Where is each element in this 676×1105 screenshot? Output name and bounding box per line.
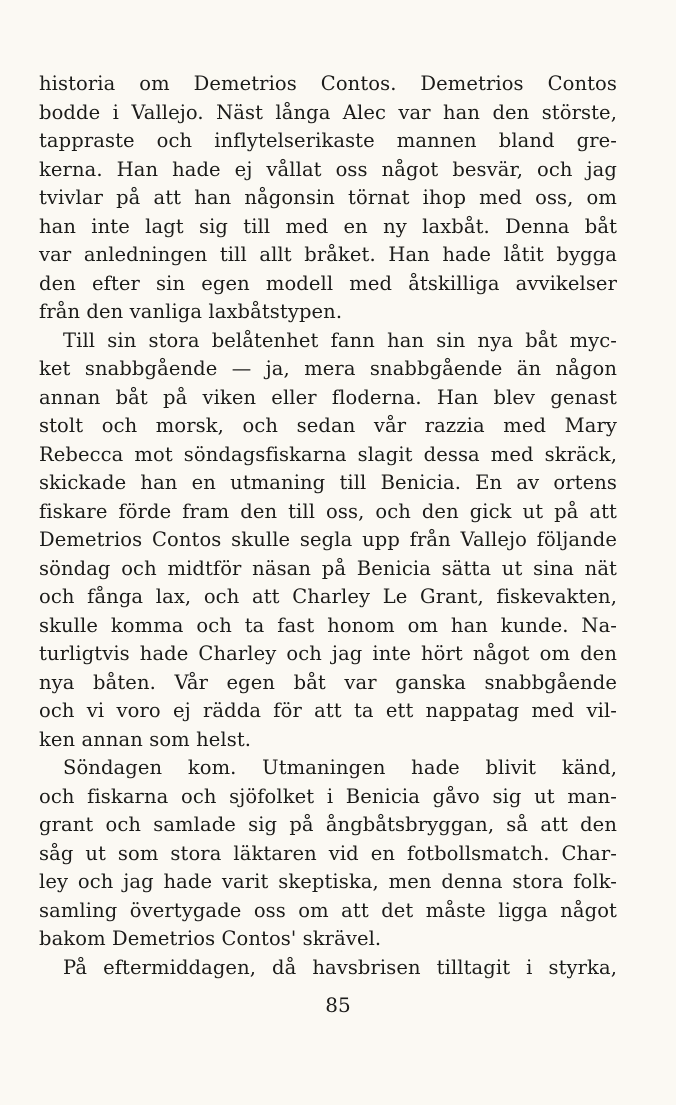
text-line: fiskare förde fram den till oss, och den gick ut på att [39,499,617,523]
text-line: Söndagen kom. Utmaningen hade blivit känd, [63,756,617,779]
text-line: tvivlar på att han någonsin törnat ihop med oss, om [39,186,617,209]
text-line: bodde i Vallejo. Näst långa Alec var han den störste, [39,100,617,124]
text-line: Till sin stora belåtenhet fann han sin nya båt myc- [63,328,617,352]
text-line: Demetrios Contos skulle segla upp från Vallejo följande [39,528,617,551]
text-line: från den vanliga laxbåtstypen. [39,300,343,323]
text-line: och fånga lax, och att Charley Le Grant, fiskevakten, [39,585,617,608]
text-line: den efter sin egen modell med åtskilliga avvikelser [39,271,617,295]
text-line: söndag och midtför näsan på Benicia sätta ut sina nät [39,556,617,580]
text-line: skickade han en utmaning till Benicia. En av ortens [39,471,617,494]
text-line: nya båten. Vår egen båt var ganska snabbgående [39,670,617,694]
text-line: såg ut som stora läktaren vid en fotbollsmatch. Char- [39,841,617,865]
page-body [39,70,617,982]
text-line: skulle komma och ta fast honom om han kunde. Na- [39,613,617,637]
text-line: bakom Demetrios Contos' skrävel. [39,927,382,950]
text-line: stolt och morsk, och sedan vår razzia med Mary [39,414,617,437]
text-line: ley och jag hade varit skeptiska, men denna stora folk- [39,870,617,893]
text-line: På eftermiddagen, då havsbrisen tilltagit i styrka, [63,955,617,979]
text-line: grant och samlade sig på ångbåtsbryggan, så att den [39,813,617,836]
text-line: ket snabbgående — ja, mera snabbgående än någon [39,357,617,380]
text-line: och vi voro ej rädda för att ta ett nappatag med vil- [39,699,617,722]
text-line: historia om Demetrios Contos. Demetrios Contos [39,72,617,95]
text-line: och fiskarna och sjöfolket i Benicia gåvo sig ut man- [39,784,617,808]
page-number: 85 [325,993,351,1017]
text-line: tappraste och inflytelserikaste mannen bland gre- [39,129,617,152]
text-line: kerna. Han hade ej vållat oss något besvär, och jag [39,157,617,181]
text-line: Rebecca mot söndagsfiskarna slagit dessa med skräck, [39,442,617,466]
text-line: ken annan som helst. [39,727,252,751]
text-line: var anledningen till allt bråket. Han hade låtit bygga [39,243,617,266]
text-line: annan båt på viken eller floderna. Han blev genast [39,385,617,409]
text-line: han inte lagt sig till med en ny laxbåt. Denna båt [39,214,617,238]
text-line: samling övertygade oss om att det måste ligga något [39,898,617,922]
text-line: turligtvis hade Charley och jag inte hört något om den [39,642,617,665]
